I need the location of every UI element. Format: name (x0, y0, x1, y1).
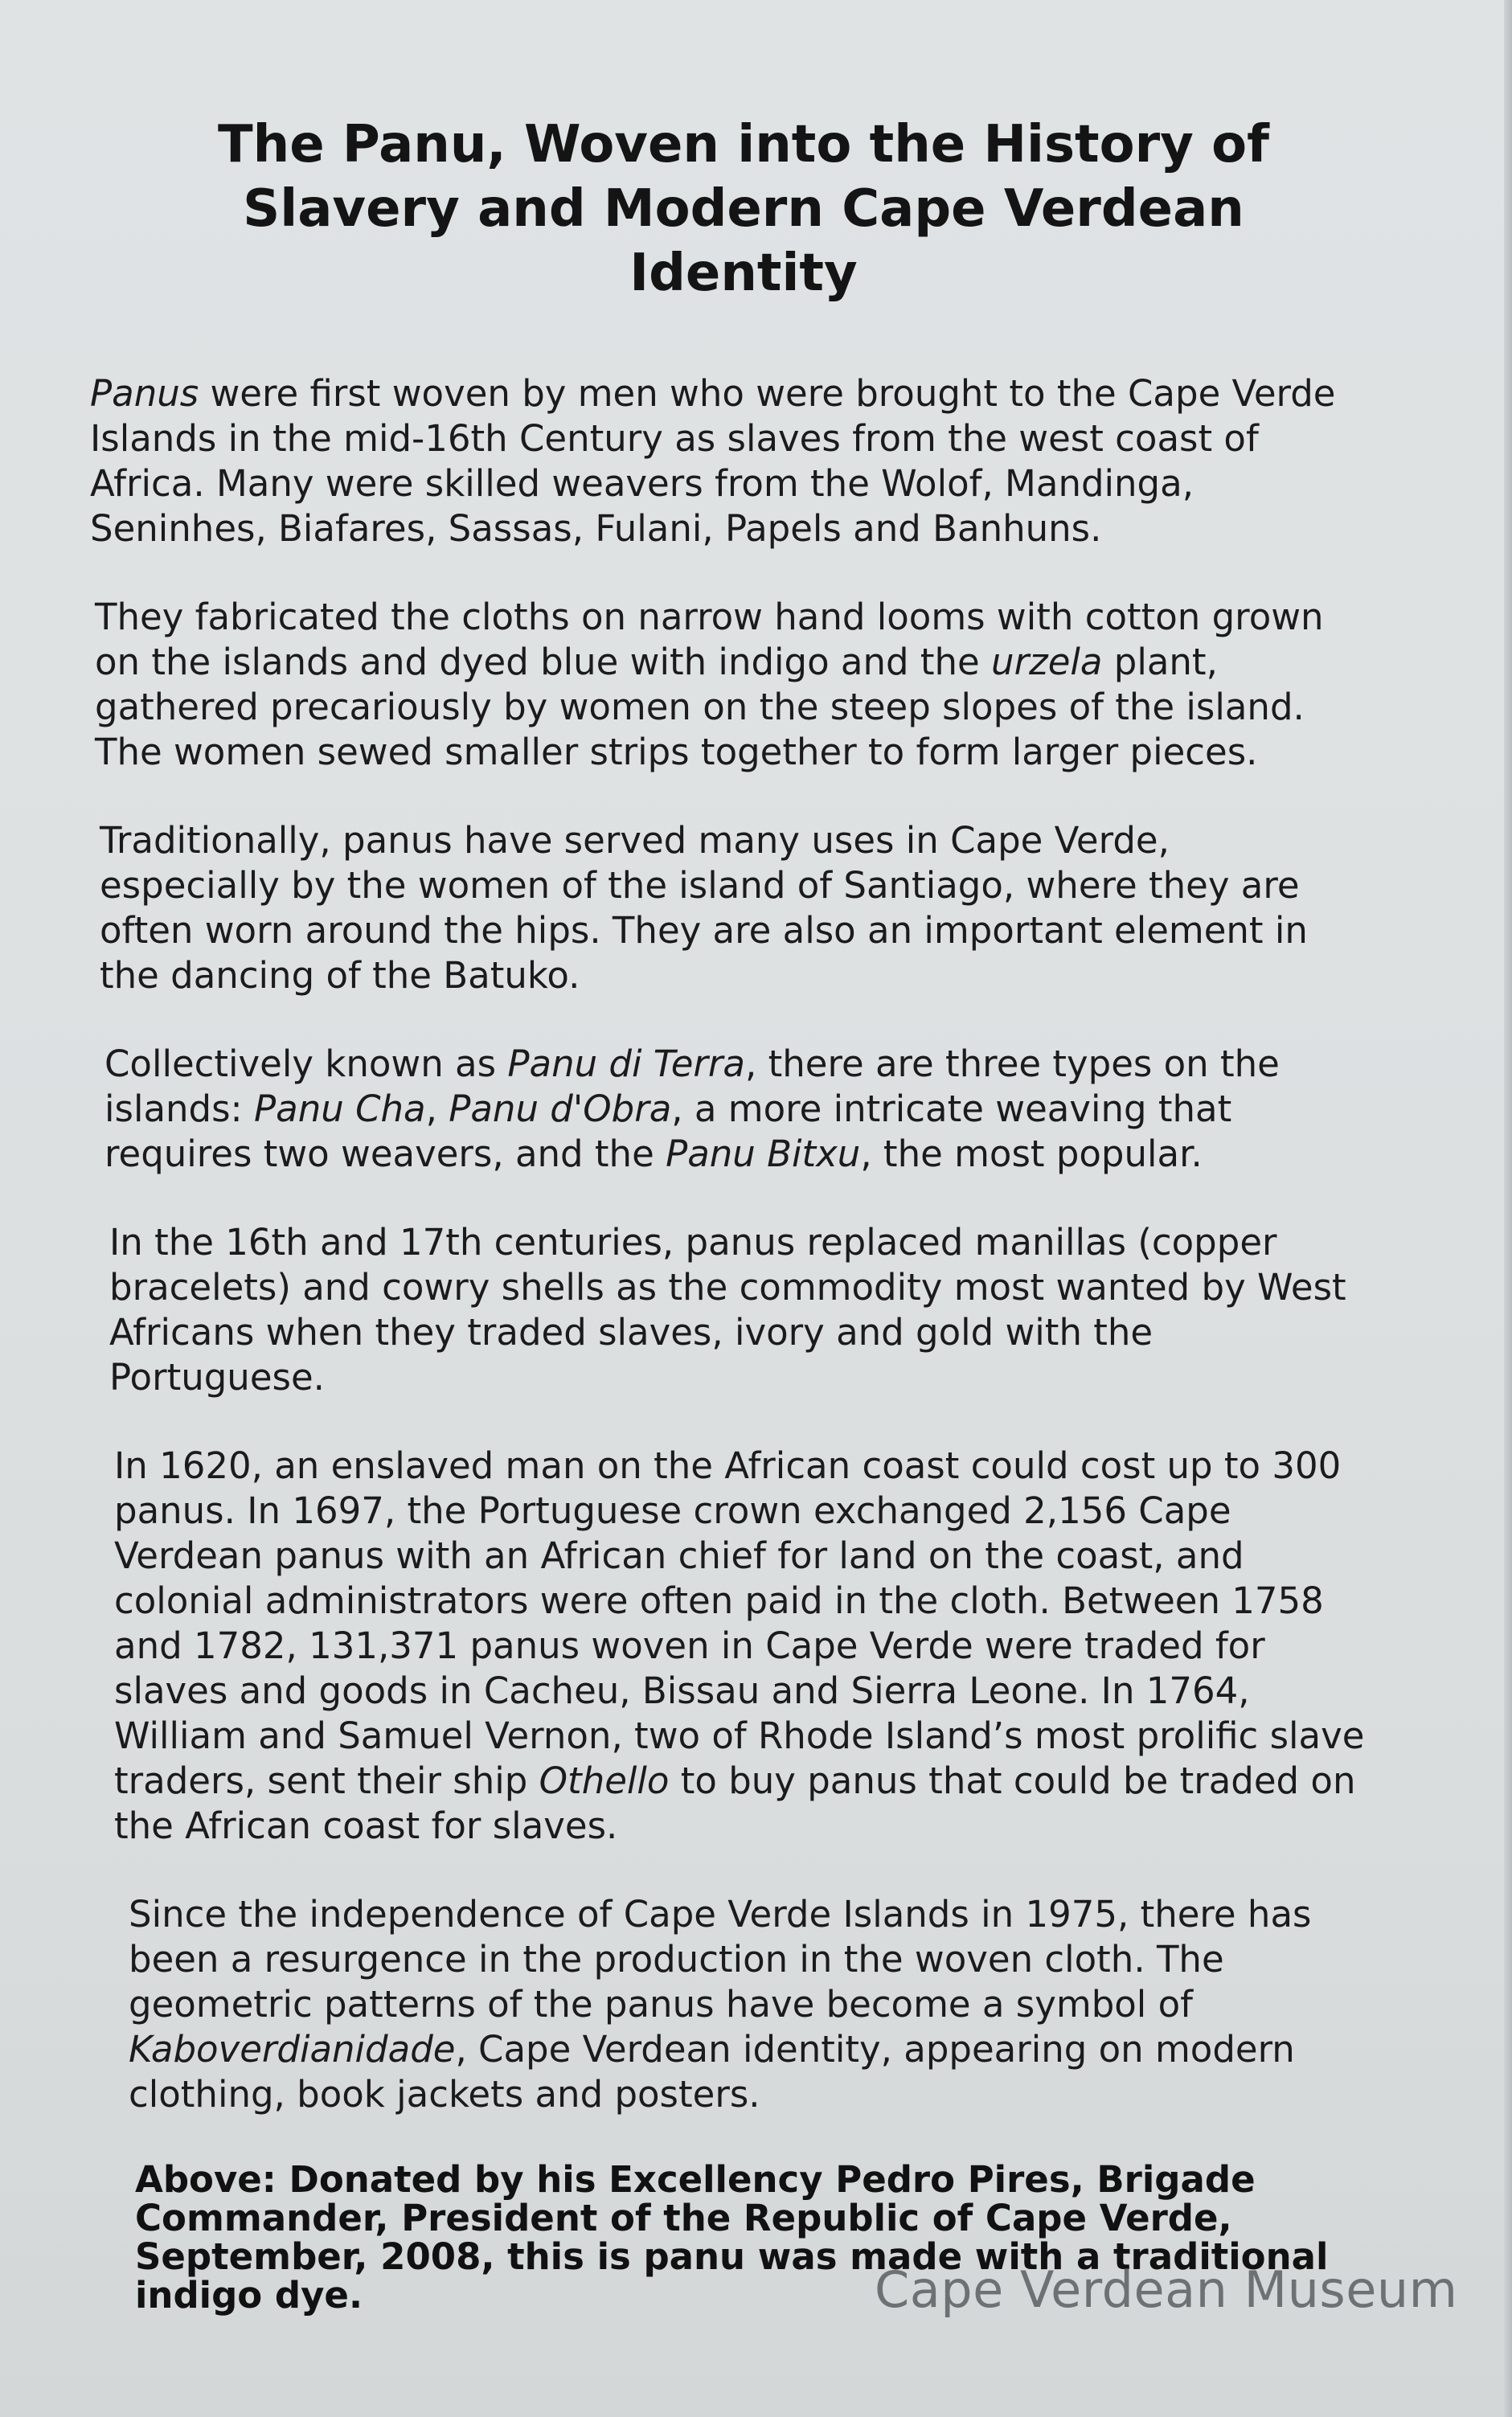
italic-term: Panu Cha (254, 1088, 426, 1130)
text-span: , a more intricate weaving that (671, 1088, 1232, 1130)
text-line (104, 1132, 1424, 1177)
text-span: islands: (104, 1088, 255, 1130)
text-line: slaves and goods in Cacheu, Bissau and Sierra Leone. In 1764, (114, 1669, 1250, 1712)
placard-body (90, 371, 1424, 2358)
text-span: traders, sent their ship (114, 1759, 539, 1802)
credit-line: indigo dye. (135, 2274, 363, 2317)
title-line-3: Identity (629, 244, 858, 303)
text-line (114, 1759, 1424, 1804)
text-line: Since the independence of Cape Verde Islands in 1975, there has (129, 1893, 1312, 1936)
text-line: colonial administrators were often paid in the cloth. Between 1758 (114, 1579, 1324, 1622)
text-span: , (425, 1088, 449, 1130)
text-line: In 1620, an enslaved man on the African coast could cost up to 300 (114, 1444, 1342, 1487)
italic-term: Panus (90, 372, 199, 415)
text-span: were first woven by men who were brought to the Cape Verde (199, 372, 1336, 415)
text-line: especially by the women of the island of Santiago, where they are (100, 864, 1300, 907)
text-line: been a resurgence in the production in the woven cloth. The (129, 1938, 1224, 1981)
credit-line: September, 2008, this is panu was made with a traditional (135, 2235, 1329, 2278)
text-line: and 1782, 131,371 panus woven in Cape Verde were traded for (114, 1624, 1265, 1667)
paragraph-independence (90, 1892, 1424, 2117)
text-line: geometric patterns of the panus have become a symbol of (129, 1983, 1193, 2026)
text-line: William and Samuel Vernon, two of Rhode Island’s most prolific slave (114, 1714, 1365, 1757)
text-line: Verdean panus with an African chief for land on the coast, and (114, 1534, 1244, 1577)
italic-term: urzela (991, 641, 1103, 683)
text-line: the African coast for slaves. (114, 1805, 618, 1847)
italic-term: Othello (539, 1759, 670, 1802)
paragraph-fabrication (90, 595, 1424, 775)
text-line (90, 371, 1424, 416)
text-line: The women sewed smaller strips together to form larger pieces. (95, 731, 1258, 773)
paragraph-origins (90, 371, 1424, 551)
text-line (104, 1087, 1424, 1132)
text-line: Seninhes, Biafares, Sassas, Fulani, Papels and Banhuns. (90, 507, 1102, 550)
text-line: In the 16th and 17th centuries, panus replaced manillas (copper (109, 1221, 1277, 1264)
italic-term: Panu d'Obra (449, 1088, 672, 1130)
text-line: clothing, book jackets and posters. (129, 2073, 760, 2116)
placard-edge (1504, 0, 1512, 2417)
text-span: on the islands and dyed blue with indigo and the (95, 641, 992, 683)
text-line: Africa. Many were skilled weavers from the Wolof, Mandinga, (90, 462, 1194, 505)
text-line: Islands in the mid-16th Century as slaves from the west coast of (90, 417, 1259, 460)
credit-line: Commander, President of the Republic of Cape Verde, (135, 2197, 1232, 2239)
text-line (129, 2027, 1424, 2072)
page-title (161, 113, 1326, 305)
text-line: often worn around the hips. They are also an important element in (100, 909, 1308, 952)
paragraph-history-figures (90, 1444, 1424, 1849)
text-line: bracelets) and cowry shells as the commodity most wanted by West (109, 1266, 1346, 1309)
text-line: They fabricated the cloths on narrow hand looms with cotton grown (95, 596, 1324, 638)
text-span: , there are three types on the (744, 1043, 1280, 1085)
text-span: requires two weavers, and the (104, 1133, 666, 1175)
italic-term: Panu di Terra (507, 1043, 745, 1085)
text-line: the dancing of the Batuko. (100, 954, 580, 997)
title-line-1: The Panu, Woven into the History of (218, 115, 1269, 174)
text-span: Collectively known as (104, 1043, 508, 1085)
credit-line: Above: Donated by his Excellency Pedro Pires, Brigade (135, 2158, 1256, 2201)
text-line: gathered precariously by women on the steep slopes of the island. (95, 686, 1305, 728)
paragraph-types (90, 1042, 1424, 1177)
text-line (104, 1042, 1424, 1087)
italic-term: Panu Bitxu (666, 1133, 861, 1175)
text-line: Traditionally, panus have served many uses in Cape Verde, (100, 819, 1170, 862)
paragraph-traditional-uses (90, 818, 1424, 998)
text-span: plant, (1102, 641, 1218, 683)
text-line: panus. In 1697, the Portuguese crown exchanged 2,156 Cape (114, 1489, 1231, 1532)
paragraph-trade-commodity (90, 1220, 1424, 1400)
title-line-2: Slavery and Modern Cape Verdean (243, 179, 1244, 239)
text-line: Africans when they traded slaves, ivory and gold with the (109, 1311, 1153, 1354)
museum-watermark: Cape Verdean Museum (875, 2260, 1458, 2319)
italic-term: Kaboverdianidade (129, 2028, 456, 2071)
text-span: , Cape Verdean identity, appearing on modern (455, 2028, 1295, 2071)
text-span: , the most popular. (860, 1133, 1203, 1175)
text-line (95, 640, 1424, 685)
text-line: Portuguese. (109, 1356, 325, 1399)
text-span: to buy panus that could be traded on (669, 1759, 1356, 1802)
